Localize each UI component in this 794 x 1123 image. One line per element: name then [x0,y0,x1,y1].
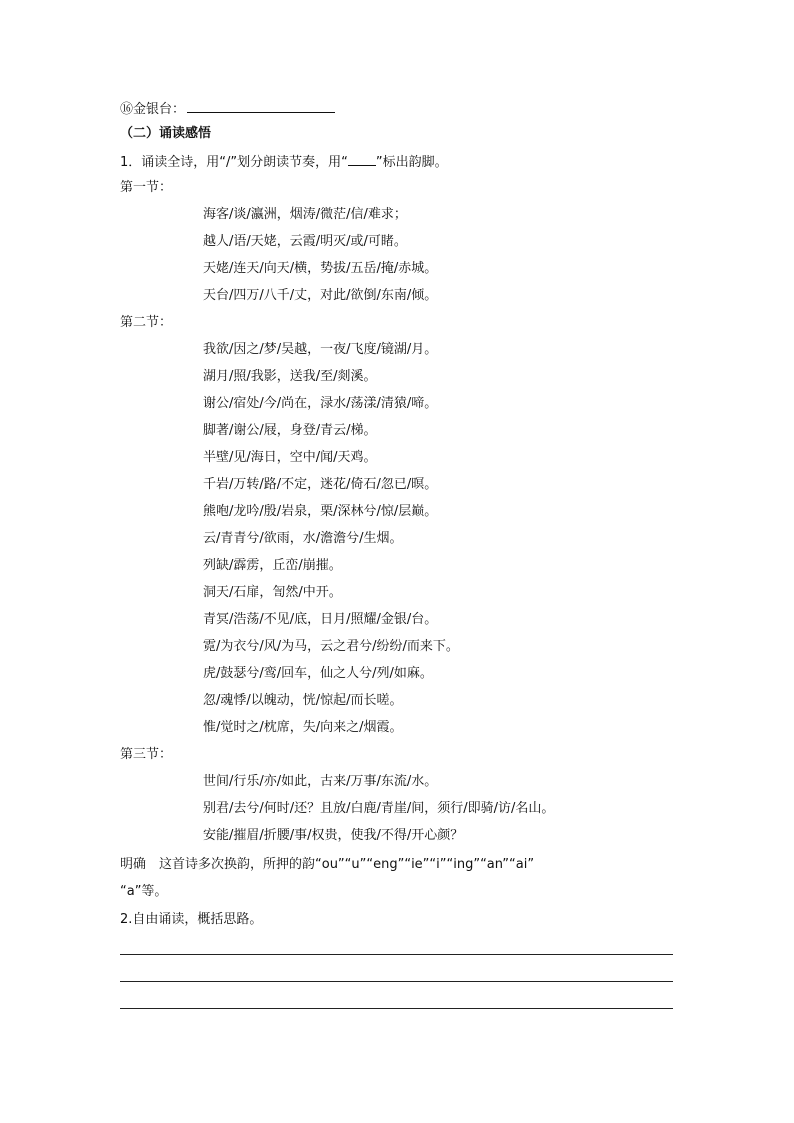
poem-line: 惟/觉时之/枕席，失/向来之/烟霞。 [203,720,403,735]
question-2: 2.自由诵读，概括思路。 [120,912,263,927]
poem-line: 忽/魂悸/以魄动，恍/惊起/而长嗟。 [203,693,403,708]
poem-line: 越人/语/天姥，云霞/明灭/或/可睹。 [203,234,407,249]
poem-line: 世间/行乐/亦/如此，古来/万事/东流/水。 [203,774,438,789]
poem-line: 熊咆/龙吟/殷/岩泉，栗/深林兮/惊/层巅。 [203,504,438,519]
poem-line: 谢公/宿处/今/尚在，渌水/荡漾/清猿/啼。 [203,396,438,411]
fill-in-blank[interactable] [187,99,335,113]
answer-line-1: 明确 这首诗多次换韵，所押的韵“ou”“u”“eng”“ie”“i”“ing”“an”“ai” [120,857,535,872]
poem-line: 半壁/见/海日，空中/闻/天鸡。 [203,450,377,465]
poem-line: 千岩/万转/路/不定，迷花/倚石/忽已/暝。 [203,477,438,492]
poem-line: 青冥/浩荡/不见/底，日月/照耀/金银/台。 [203,612,438,627]
stanza-1-label: 第一节： [120,180,173,195]
poem-line: 虎/鼓瑟兮/鸾/回车，仙之人兮/列/如麻。 [203,666,433,681]
question-1-suffix: ”标出韵脚。 [375,155,448,170]
poem-line: 洞天/石扉，訇然/中开。 [203,585,342,600]
poem-line: 脚著/谢公/屐，身登/青云/梯。 [203,423,377,438]
poem-line: 列缺/霹雳，丘峦/崩摧。 [203,558,342,573]
stanza-3-label: 第三节： [120,747,173,762]
stanza-2-label: 第二节： [120,315,173,330]
poem-line: 海客/谈/瀛洲，烟涛/微茫/信/难求； [203,207,407,222]
poem-line: 安能/摧眉/折腰/事/权贵，使我/不得/开心颜？ [203,828,464,843]
question-1-prefix: 1．诵读全诗，用“/”划分朗读节奏，用“ [120,155,348,170]
poem-line: 我欲/因之/梦/吴越，一夜/飞度/镜湖/月。 [203,342,438,357]
poem-line: 天姥/连天/向天/横，势拔/五岳/掩/赤城。 [203,261,438,276]
poem-line: 云/青青兮/欲雨，水/澹澹兮/生烟。 [203,531,403,546]
underline-sample [348,153,376,166]
poem-line: 霓/为衣兮/风/为马，云之君兮/纷纷/而来下。 [203,639,459,654]
item-16-label: ⑯金银台： [120,102,186,117]
answer-line-2: “a”等。 [120,884,168,899]
question-1 [120,153,448,171]
writing-line[interactable] [120,1008,673,1009]
poem-line: 别君/去兮/何时/还？且放/白鹿/青崖/间，须行/即骑/访/名山。 [203,801,555,816]
item-16-line [120,99,335,118]
poem-line: 天台/四万/八千/丈，对此/欲倒/东南/倾。 [203,288,438,303]
poem-line: 湖月/照/我影，送我/至/剡溪。 [203,369,377,384]
section-title: （二）诵读感悟 [120,126,212,141]
writing-line[interactable] [120,954,673,955]
writing-line[interactable] [120,981,673,982]
